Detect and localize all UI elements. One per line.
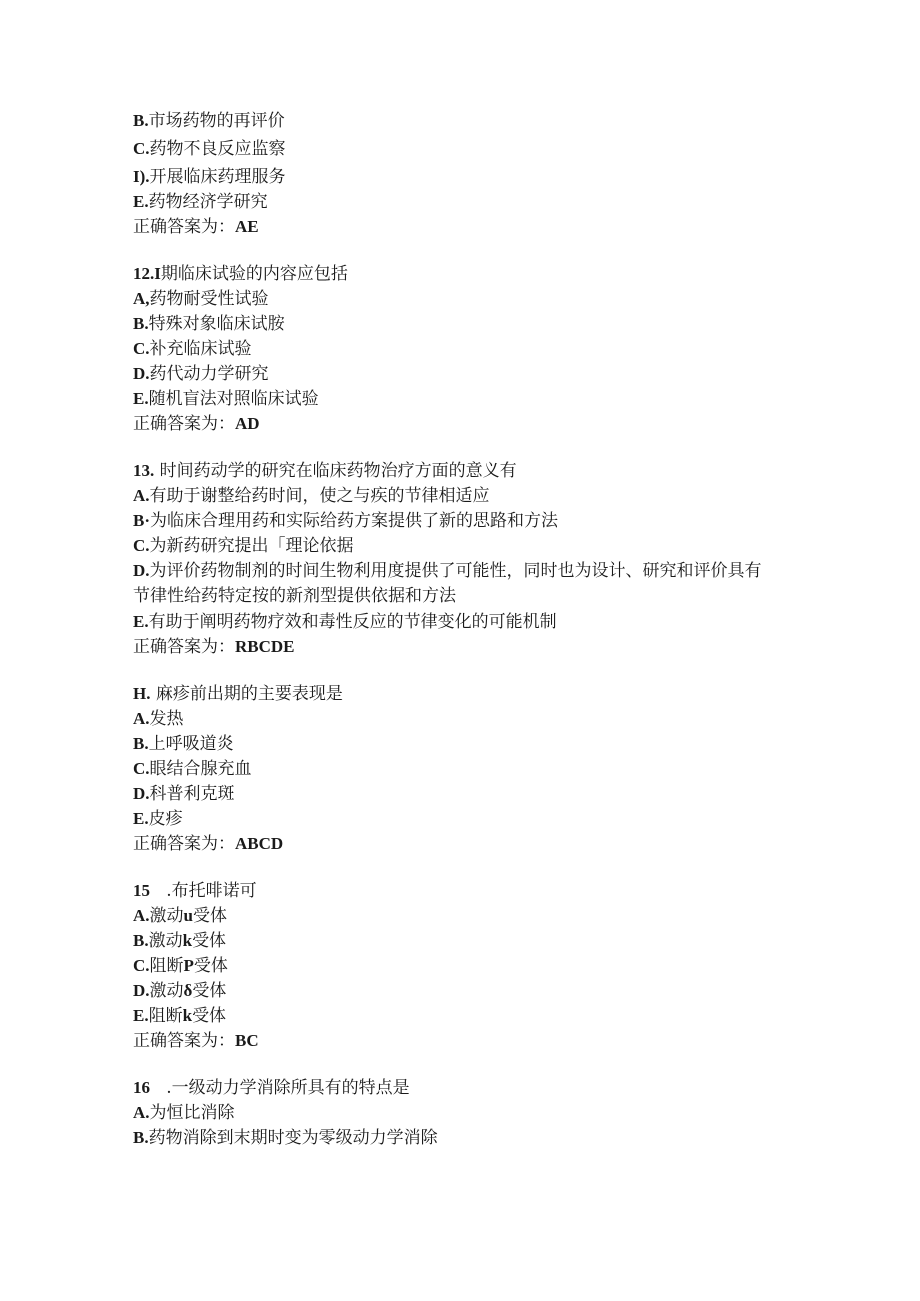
option-d: [133, 361, 793, 386]
option-text: 眼结合腺充血: [149, 759, 252, 779]
option-a: [133, 483, 793, 508]
spacer: [133, 659, 793, 681]
option-b: [133, 928, 793, 953]
option-text: 随机盲法对照临床试验: [148, 389, 319, 409]
question-text: 期临床试验的内容应包括: [160, 264, 348, 284]
option-letter: C.: [133, 956, 150, 975]
option-b: [133, 731, 793, 756]
option-letter: B.: [133, 314, 149, 333]
option-letter: C.: [133, 759, 150, 778]
receptor-symbol: u: [183, 906, 193, 925]
option-text: 阻断: [149, 956, 184, 976]
option-letter: B·: [133, 511, 151, 530]
option-text: 有助于谢整给药时间，使之与疾的节律相适应: [149, 486, 490, 506]
option-text: 阻断: [148, 1006, 183, 1026]
option-letter: E.: [133, 1006, 149, 1025]
answer-value: BC: [235, 1031, 259, 1050]
option-c: [133, 136, 793, 161]
answer-label: 正确答案为：: [133, 637, 235, 657]
option-letter: A.: [133, 486, 150, 505]
question-stem: [133, 681, 793, 706]
option-letter: A,: [133, 289, 150, 308]
option-text-tail: 受体: [193, 906, 227, 926]
answer-line: [133, 634, 793, 659]
option-a: [133, 286, 793, 311]
option-text: 为评价药物制剂的时间生物利用度提供了可能性，同时也为设计、研究和评价具有节律性给药特定按的新剂型提供依据和方法: [133, 561, 762, 606]
option-text-tail: 受体: [193, 956, 228, 976]
option-b: [133, 1125, 793, 1150]
answer-value: RBCDE: [235, 637, 295, 656]
option-d: [133, 978, 793, 1003]
option-text: 为恒比消除: [149, 1103, 235, 1123]
option-text: 为新药研究提出「理论依据: [149, 536, 354, 556]
question-text: 时间药动学的研究在临床药物治疗方面的意义有: [154, 461, 517, 481]
option-a: [133, 706, 793, 731]
question-text: .布托啡诺可: [150, 881, 257, 901]
option-letter: E.: [133, 389, 149, 408]
option-letter: B.: [133, 931, 149, 950]
option-text-tail: 受体: [192, 981, 227, 1001]
question-15: [133, 878, 793, 1053]
option-b: [133, 508, 793, 533]
option-letter: B.: [133, 111, 149, 130]
option-e: [133, 386, 793, 411]
receptor-symbol: δ: [183, 981, 193, 1000]
question-text: 麻疹前出期的主要表现是: [150, 684, 343, 704]
receptor-symbol: P: [183, 956, 194, 975]
option-letter: A.: [133, 709, 150, 728]
option-c: [133, 533, 793, 558]
option-text: 皮疹: [148, 809, 183, 829]
question-13: [133, 458, 793, 659]
option-letter: B.: [133, 1128, 149, 1147]
option-letter: D.: [133, 364, 150, 383]
question-number: H.: [133, 684, 151, 703]
option-text: 药物耐受性试验: [149, 289, 269, 309]
answer-value: AD: [235, 414, 260, 433]
option-text-tail: 受体: [192, 1006, 227, 1026]
option-letter: D.: [133, 981, 150, 1000]
option-text: 补充临床试验: [149, 339, 252, 359]
option-letter: A.: [133, 906, 150, 925]
option-letter: E.: [133, 809, 149, 828]
option-text: 为临床合理用药和实际给药方案提供了新的思路和方法: [150, 511, 559, 531]
question-14: [133, 681, 793, 856]
option-letter: D.: [133, 561, 150, 580]
option-e: [133, 1003, 793, 1028]
answer-line: [133, 411, 793, 436]
option-text: 激动: [149, 906, 184, 926]
question-stem: [133, 878, 793, 903]
option-d: [133, 781, 793, 806]
question-number: 13.: [133, 461, 155, 480]
spacer: [133, 1053, 793, 1075]
question-stem: [133, 261, 793, 286]
option-letter: C.: [133, 536, 150, 555]
option-text: 上呼吸道炎: [148, 734, 234, 754]
option-letter: E.: [133, 192, 149, 211]
option-letter: D.: [133, 784, 150, 803]
answer-label: 正确答案为：: [133, 834, 235, 854]
answer-label: 正确答案为：: [133, 1031, 235, 1051]
answer-line: [133, 214, 793, 239]
option-a: [133, 1100, 793, 1125]
question-number: 12.I: [133, 264, 161, 283]
option-text-tail: 受体: [192, 931, 227, 951]
receptor-symbol: k: [182, 1006, 193, 1025]
option-text: 有助于阐明药物疗效和毒性反应的节律变化的可能机制: [148, 612, 557, 632]
option-text: 药代动力学研究: [149, 364, 269, 384]
spacer: [133, 239, 793, 261]
document-page: [133, 108, 793, 1150]
option-text: 激动: [148, 931, 183, 951]
option-text: 激动: [149, 981, 184, 1001]
option-text: 特殊对象临床试胺: [148, 314, 285, 334]
option-d: [133, 164, 793, 189]
answer-value: AE: [235, 217, 259, 236]
option-text: 科普利克斑: [149, 784, 235, 804]
question-16: [133, 1075, 793, 1150]
option-letter: C.: [133, 339, 150, 358]
option-text: 发热: [149, 709, 184, 729]
question-block-continued: [133, 108, 793, 239]
option-e: [133, 806, 793, 831]
option-e: [133, 189, 793, 214]
option-text: 药物消除到末期时变为零级动力学消除: [148, 1128, 438, 1148]
option-letter: E.: [133, 612, 149, 631]
option-text: 药物不良反应监察: [149, 139, 286, 159]
option-text: 市场药物的再评价: [148, 111, 285, 131]
spacer: [133, 436, 793, 458]
question-stem: [133, 458, 793, 483]
option-text: 开展临床药理服务: [149, 167, 286, 187]
option-b: [133, 108, 793, 133]
answer-label: 正确答案为：: [133, 414, 235, 434]
answer-label: 正确答案为：: [133, 217, 235, 237]
option-letter: B.: [133, 734, 149, 753]
spacer: [133, 856, 793, 878]
answer-line: [133, 831, 793, 856]
option-letter: C.: [133, 139, 150, 158]
option-c: [133, 953, 793, 978]
option-c: [133, 756, 793, 781]
question-text: .一级动力学消除所具有的特点是: [150, 1078, 410, 1098]
question-stem: [133, 1075, 793, 1100]
answer-line: [133, 1028, 793, 1053]
question-12: [133, 261, 793, 436]
option-letter: A.: [133, 1103, 150, 1122]
answer-value: ABCD: [235, 834, 284, 853]
option-a: [133, 903, 793, 928]
option-d: [133, 558, 768, 609]
question-number: 15: [133, 881, 150, 900]
option-c: [133, 336, 793, 361]
option-text: 药物经济学研究: [148, 192, 268, 212]
question-number: 16: [133, 1078, 150, 1097]
option-letter: I).: [133, 167, 150, 186]
option-e: [133, 609, 793, 634]
option-b: [133, 311, 793, 336]
receptor-symbol: k: [182, 931, 193, 950]
